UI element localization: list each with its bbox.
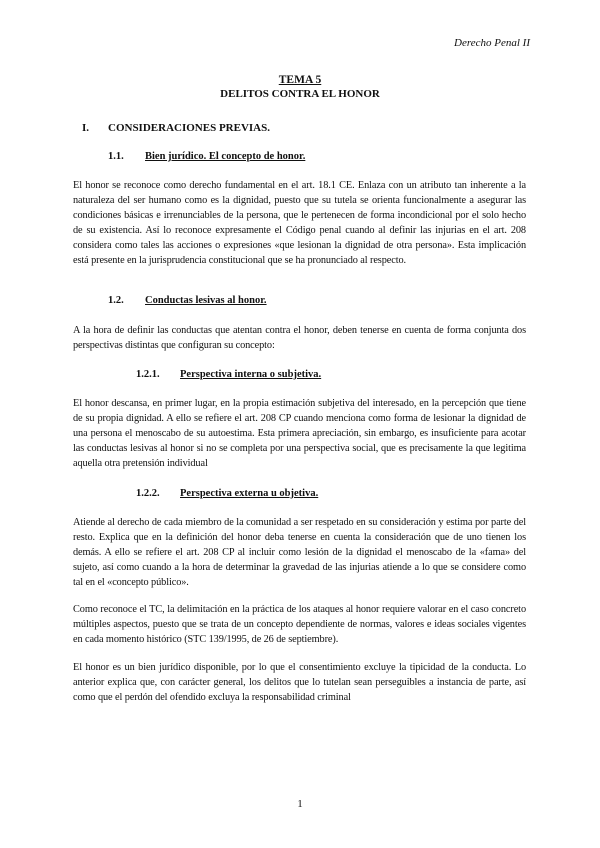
- section-title: CONSIDERACIONES PREVIAS.: [108, 122, 270, 134]
- chapter-title: DELITOS CONTRA EL HONOR: [220, 88, 380, 100]
- subsubsection-heading-1-2-1: [136, 369, 321, 380]
- subsection-title: Conductas lesivas al honor.: [145, 295, 267, 306]
- paragraph-honor-derecho-fundamental: El honor se reconoce como derecho fundamental en el art. 18.1 CE. Enlaza con un atributo tan inherente a la naturaleza del ser humano como es la dignidad, puesto que su tutela se orienta funcionalmente a asegurar las condiciones básicas e irrenunciables de la persona, que le pertenecen de forma incondicional por el solo hecho de su existencia. Así lo reconoce expresamente el Código penal cuando al definir las injurias en el art. 208 considera como tales las acciones o expresiones «que lesionan la dignidad de otra persona». Esta implicación está presente en la jurisprudencia constitucional que se ha pronunciado al respecto.: [73, 180, 526, 266]
- running-header: Derecho Penal II: [454, 37, 530, 49]
- subsection-number: 1.2.: [108, 295, 124, 306]
- paragraph-perspectiva-interna: El honor descansa, en primer lugar, en la propia estimación subjetiva del interesado, en la percepción que tiene de su propia dignidad. A ello se refiere el art. 208 CP cuando menciona como forma de lesionar la dignidad de una persona el menoscabo de su autoestima. Esta primera apreciación, sin embargo, es insuficiente para acotar las conductas lesivas al honor si no se completa por una perspectiva social, que es precisamente la que legitima aquella otra pretensión individual: [73, 398, 526, 469]
- paragraph-bien-disponible: El honor es un bien jurídico disponible, por lo que el consentimiento excluye la tipicidad de la conducta. Lo anterior explica que, con carácter general, los delitos que lo tutelan sean perseguibles a instancia de parte, así como que el perdón del ofendido excluya la responsabilidad criminal: [73, 662, 526, 703]
- paragraph-perspectiva-externa: Atiende al derecho de cada miembro de la comunidad a ser respetado en su consideración y estima por parte del resto. Explica que en la definición del honor deba tenerse en cuenta la consideración que de uno tienen los demás. A ello se refiere el art. 208 CP al incluir como lesión de la dignidad el menoscabo de la «fama» del sujeto, así como cuando a la hora de determinar la gravedad de las injurias atiende a lo que se considere como tal en el «concepto público».: [73, 517, 526, 588]
- paragraph-conductas-intro: A la hora de definir las conductas que atentan contra el honor, deben tenerse en cuenta de forma conjunta dos perspectivas distintas que configuran su concepto:: [73, 325, 526, 351]
- subsection-number: 1.1.: [108, 151, 124, 162]
- subsubsection-title: Perspectiva interna o subjetiva.: [180, 369, 322, 380]
- subsubsection-number: 1.2.2.: [136, 488, 160, 499]
- subsubsection-title: Perspectiva externa u objetiva.: [180, 488, 319, 499]
- page-number: 1: [297, 798, 303, 810]
- subsubsection-number: 1.2.1.: [136, 369, 160, 380]
- subsection-title: Bien jurídico. El concepto de honor.: [145, 151, 306, 162]
- subsubsection-heading-1-2-2: [136, 488, 318, 499]
- chapter-number: TEMA 5: [278, 74, 322, 86]
- section-number: I.: [82, 122, 90, 134]
- paragraph-delimitacion-tc: Como reconoce el TC, la delimitación en la práctica de los ataques al honor requiere valorar en el caso concreto múltiples aspectos, puesto que se trata de un concepto dependiente de normas, valores e ideas sociales vigentes en cada momento histórico (STC 139/1995, de 26 de septiembre).: [73, 604, 526, 645]
- section-heading-1: [82, 122, 270, 134]
- subsection-heading-1-2: [108, 295, 267, 306]
- subsection-heading-1-1: [108, 151, 305, 162]
